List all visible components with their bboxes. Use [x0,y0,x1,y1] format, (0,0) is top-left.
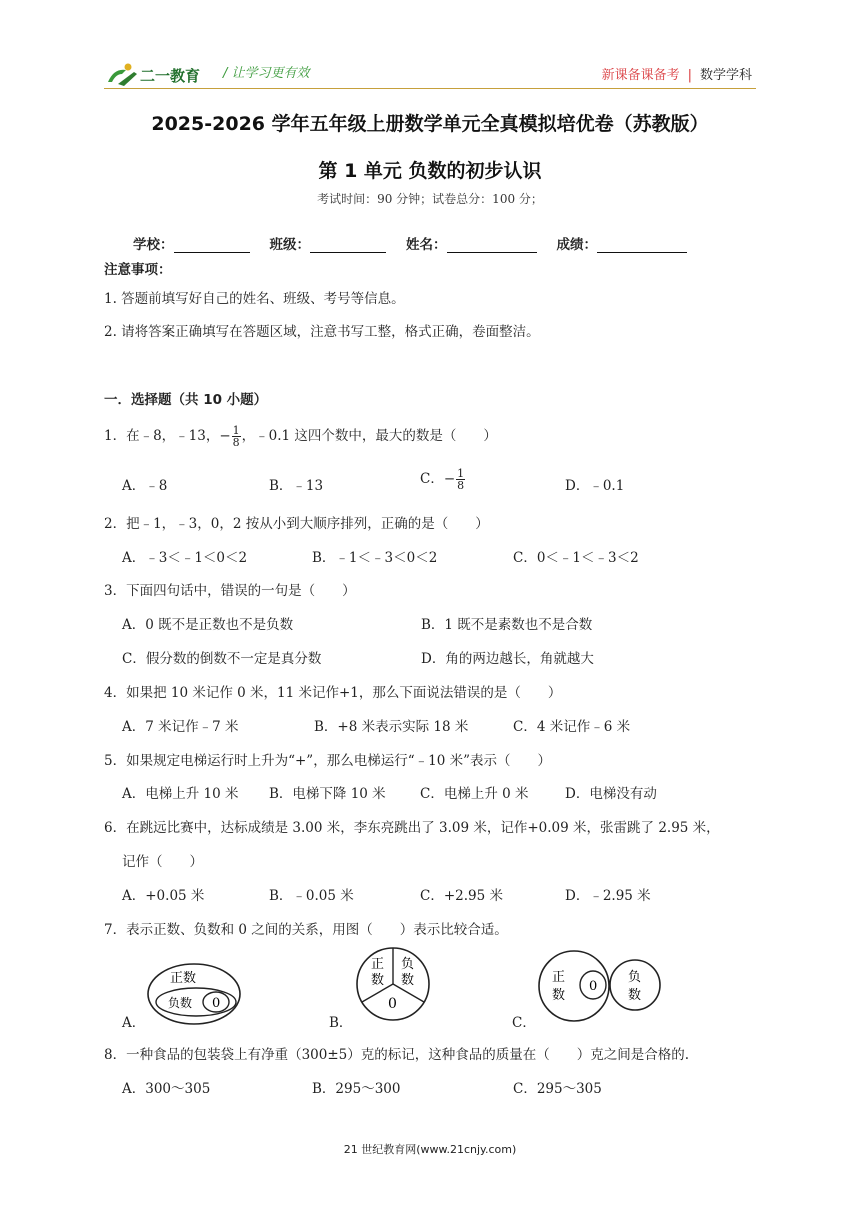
exam-title: 2025-2026 学年五年级上册数学单元全真模拟培优卷（苏教版） [151,113,709,135]
q3-option-a[interactable]: A．0 既不是正数也不是负数 [122,617,294,633]
fig-c-zero: 0 [589,979,598,994]
score-blank[interactable] [597,238,687,253]
q1-option-c-fraction [456,468,465,491]
name-blank[interactable] [447,238,537,253]
question-6-stem-cont: 记作（ ） [122,854,203,870]
exam-meta: 考试时间：90 分钟；试卷总分：100 分； [317,192,543,206]
q7-option-b[interactable]: B． [329,1015,353,1031]
section-heading: 一．选择题（共 10 小题） [104,392,268,408]
score-label: 成绩： [556,237,597,253]
q1-option-c-sign: − [443,471,456,487]
notes-heading: 注意事项： [104,262,172,278]
fig-a-zero: 0 [212,996,221,1011]
q8-option-b[interactable]: B．295～300 [312,1081,401,1097]
q5-option-c[interactable]: C．电梯上升 0 米 [420,786,529,802]
q2-option-b[interactable]: B．﹣1＜﹣3＜0＜2 [312,550,438,566]
school-blank[interactable] [174,238,250,253]
unit-title: 第 1 单元 负数的初步认识 [318,160,542,182]
question-2-stem: 2．把﹣1，﹣3，0，2 按从小到大顺序排列，正确的是（ ） [104,516,489,532]
page-footer: 21 世纪教育网(www.21cnjy.com) [343,1143,517,1156]
q8-option-c[interactable]: C．295～305 [513,1081,602,1097]
q6-option-c[interactable]: C．+2.95 米 [420,888,503,904]
fig-c-pos-2: 数 [552,988,566,1003]
header-subject [602,64,752,83]
q6-option-d[interactable]: D．﹣2.95 米 [565,888,651,904]
q1-fraction [232,425,241,448]
q4-option-a[interactable]: A．7 米记作﹣7 米 [122,719,239,735]
q2-option-c[interactable]: C．0＜﹣1＜﹣3＜2 [513,550,639,566]
q7-figure-c [536,949,672,1027]
q1-option-c-den: 8 [457,479,465,492]
fig-a-positive: 正数 [170,971,197,986]
q7-option-c[interactable]: C． [512,1015,536,1031]
fig-b-pos-2: 数 [371,973,385,988]
fig-c-pos-1: 正 [552,970,566,985]
fig-b-neg-2: 数 [401,973,415,988]
q7-option-a[interactable]: A． [122,1015,146,1031]
q5-option-a[interactable]: A．电梯上升 10 米 [122,786,239,802]
fig-a-negative: 负数 [168,996,193,1010]
school-label: 学校： [133,237,174,253]
note-item-1: 1. 答题前填写好自己的姓名、班级、考号等信息。 [104,291,405,307]
question-5-stem: 5．如果规定电梯运行时上升为“+”，那么电梯运行“﹣10 米”表示（ ） [104,753,551,769]
q4-option-c[interactable]: C．4 米记作﹣6 米 [513,719,631,735]
q7-figure-b [355,944,431,1028]
class-blank[interactable] [310,238,386,253]
header-course-label: 新课备课备考 [601,68,680,83]
question-1-stem [104,424,497,448]
fig-b-neg-1: 负 [401,957,415,972]
fig-c-neg-1: 负 [628,970,642,985]
q3-option-b[interactable]: B．1 既不是素数也不是合数 [421,617,593,633]
note-item-2: 2. 请将答案正确填写在答题区域，注意书写工整，格式正确，卷面整洁。 [104,324,540,340]
q1-option-c[interactable] [420,467,466,491]
q1-option-a[interactable]: A．﹣8 [122,478,168,494]
class-label: 班级： [269,237,310,253]
q5-option-b[interactable]: B．电梯下降 10 米 [269,786,386,802]
fig-c-neg-2: 数 [628,988,642,1003]
q1-stem-a: 1．在﹣8，﹣13， [104,428,220,444]
q4-option-b[interactable]: B．+8 米表示实际 18 米 [314,719,469,735]
q6-option-b[interactable]: B．﹣0.05 米 [269,888,354,904]
q3-option-c[interactable]: C．假分数的倒数不一定是真分数 [122,651,322,667]
q3-option-d[interactable]: D．角的两边越长，角就越大 [421,651,594,667]
name-label: 姓名： [406,237,447,253]
student-info-fields [133,233,707,253]
q2-option-a[interactable]: A．﹣3＜﹣1＜0＜2 [122,550,248,566]
q1-frac-sign: − [219,428,231,444]
q1-stem-b: ，﹣0.1 这四个数中，最大的数是（ ） [241,428,497,444]
header-separator: | [687,68,692,83]
q1-option-c-num: 1 [457,467,465,480]
question-6-stem: 6．在跳远比赛中，达标成绩是 3.00 米，李东亮跳出了 3.09 米，记作+0.09 米，张雷跳了 2.95 米， [104,820,720,836]
header-subject-label: 数学学科 [699,68,752,83]
q7-figure-a [146,962,242,1030]
q1-frac-den: 8 [232,436,240,449]
q8-option-a[interactable]: A．300～305 [122,1081,211,1097]
slogan: / 让学习更有效 [223,66,310,81]
q1-option-d[interactable]: D．﹣0.1 [565,478,625,494]
q5-option-d[interactable]: D．电梯没有动 [565,786,657,802]
question-3-stem: 3．下面四句话中，错误的一句是（ ） [104,583,356,599]
header-rule [104,88,756,89]
q6-option-a[interactable]: A．+0.05 米 [122,888,205,904]
fig-b-zero: 0 [388,996,397,1012]
q1-option-b[interactable]: B．﹣13 [269,478,324,494]
q1-option-c-prefix: C． [420,471,444,487]
q1-frac-num: 1 [232,424,240,437]
question-7-stem: 7．表示正数、负数和 0 之间的关系，用图（ ）表示比较合适。 [104,922,508,938]
logo-text: 二一教育 [140,67,201,85]
fig-b-pos-1: 正 [371,957,385,972]
question-4-stem: 4．如果把 10 米记作 0 米，11 米记作+1，那么下面说法错误的是（ ） [104,685,562,701]
brand-logo [104,60,214,90]
question-8-stem: 8．一种食品的包装袋上有净重（300±5）克的标记，这种食品的质量在（ ）克之间是合格的. [104,1047,690,1063]
